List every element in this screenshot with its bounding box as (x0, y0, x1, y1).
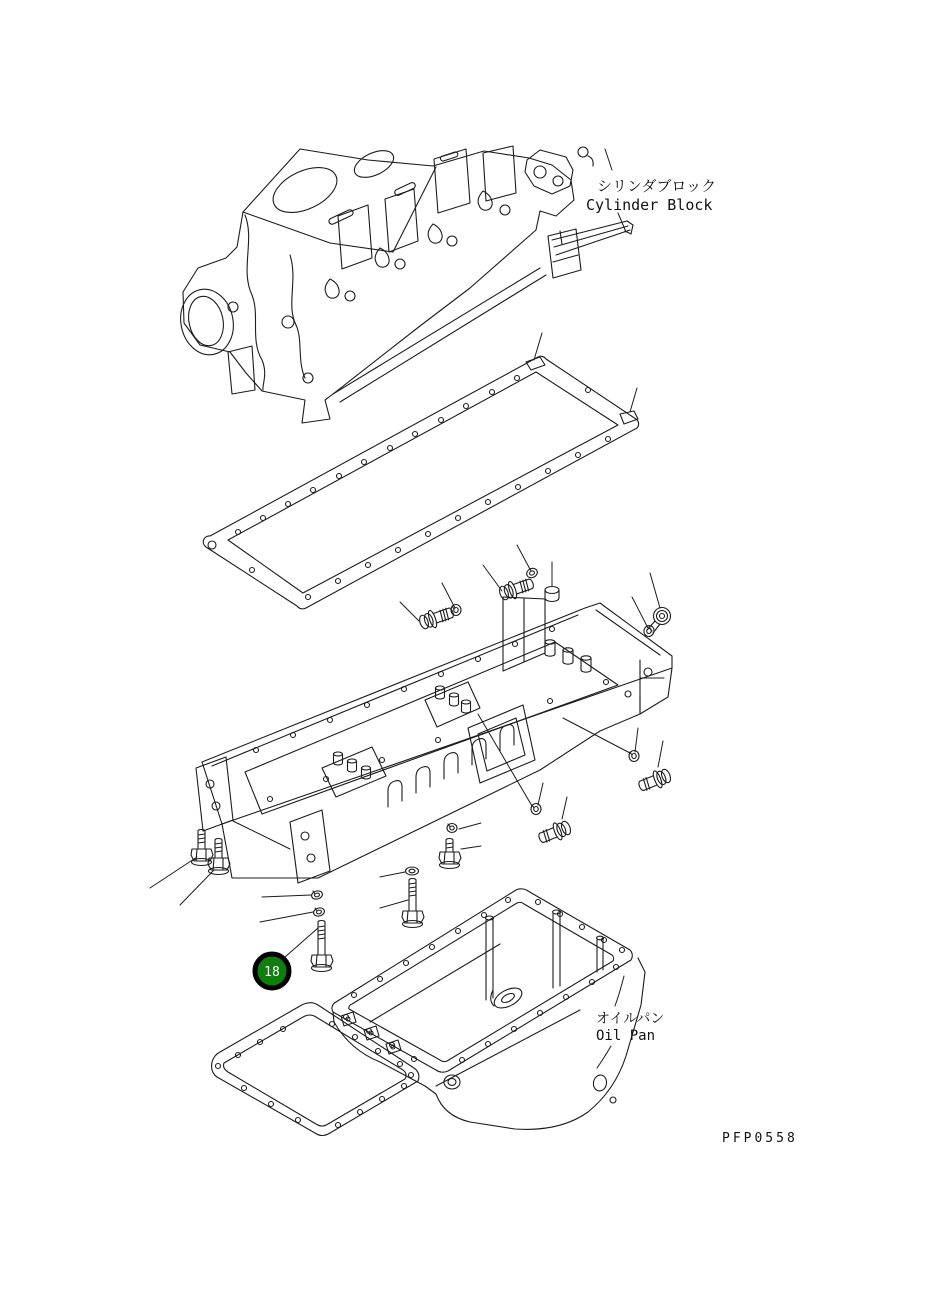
cylinder-block-label-en: Cylinder Block (586, 196, 713, 214)
bolt-drawing (208, 839, 230, 875)
callout-number: 18 (264, 965, 280, 980)
washer-drawing (531, 804, 541, 815)
oil-pan-gasket-drawing (212, 1003, 419, 1136)
cylinder-block-drawing (175, 145, 633, 423)
cylinder-block-label-jp: シリンダブロック (597, 177, 717, 195)
spacer-gasket-drawing (203, 356, 638, 609)
bolt-drawing (536, 818, 573, 847)
leader-lines (150, 545, 663, 957)
bolt-drawing (402, 879, 424, 928)
plug-drawing (545, 587, 559, 602)
bolt-drawing (636, 766, 673, 795)
washer-drawing (406, 867, 419, 875)
bolt-drawing (191, 830, 213, 866)
washer-drawing (313, 907, 326, 918)
washer-drawing (311, 890, 324, 901)
washer-drawing (629, 751, 639, 762)
oil-pan-drawing (332, 889, 645, 1130)
oil-pan-label-en: Oil Pan (596, 1028, 656, 1044)
seal-strip-1 (526, 333, 545, 370)
oil-pan-spacer-drawing (196, 597, 672, 883)
fastener-parts (191, 567, 673, 972)
drawing-code: PFP0558 (722, 1131, 798, 1146)
bolt-drawing (439, 839, 461, 869)
bolt-part-18-drawing (311, 921, 333, 972)
washer-drawing (447, 824, 457, 833)
washer-drawing (525, 567, 539, 580)
bolt-drawing (417, 604, 455, 632)
part-callout-18[interactable] (255, 954, 289, 988)
oil-pan-label-jp: オイルパン (596, 1011, 665, 1027)
